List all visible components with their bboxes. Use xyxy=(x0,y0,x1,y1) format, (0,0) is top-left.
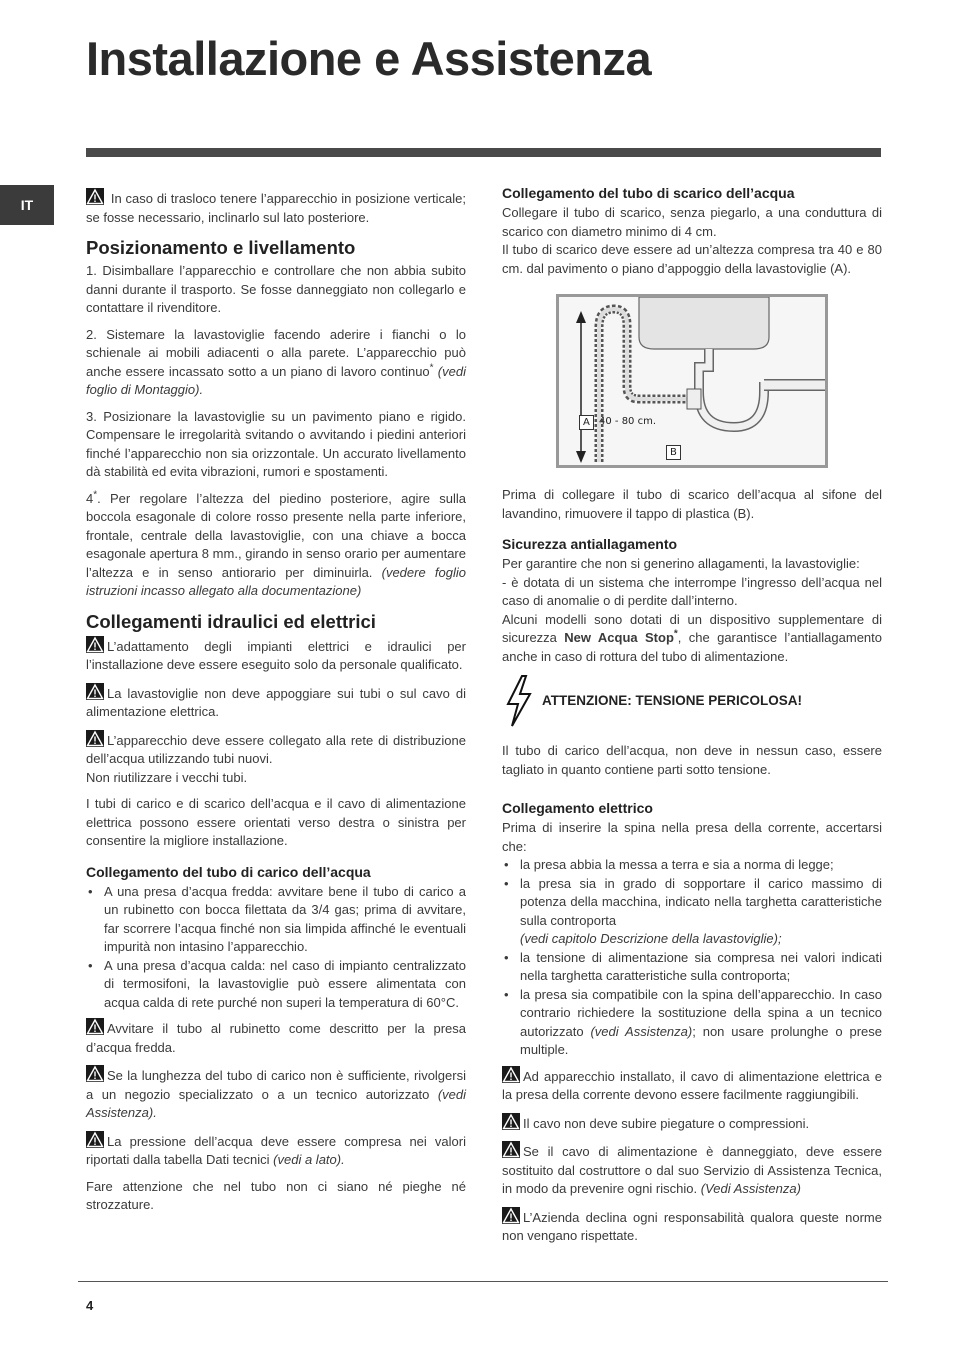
danger-title: ATTENZIONE: TENSIONE PERICOLOSA! xyxy=(542,692,803,708)
drain-p1: Collegare il tubo di scarico, senza piegarlo, a una conduttura di scarico con diametro minimo di 4 cm. xyxy=(502,205,882,239)
inlet-list xyxy=(86,883,466,1013)
drain-hose-diagram xyxy=(556,294,828,468)
electric-heading: Collegamento elettrico xyxy=(502,800,653,816)
page-number: 4 xyxy=(86,1298,94,1313)
warning-icon xyxy=(86,730,104,747)
connections-heading: Collegamenti idraulici ed elettrici xyxy=(86,610,376,632)
connections-orientation: I tubi di carico e di scarico dell’acqua e il cavo di alimentazione elettrica possono essere orientati verso destra o sinistra per consentire la migliore installazione. xyxy=(86,796,466,848)
flood-p2: - è dotata di un sistema che interrompe l’ingresso dell’acqua nel caso di anomalie o di perdite dall’interno. xyxy=(502,574,882,608)
warning-icon xyxy=(502,1113,520,1130)
inlet-heading: Collegamento del tubo di carico dell’acqua xyxy=(86,863,371,880)
warning-icon xyxy=(502,1141,520,1158)
connections-warning-2: La lavastoviglie non deve appoggiare sui tubi o sul cavo di alimentazione elettrica. xyxy=(86,683,466,722)
language-tab: IT xyxy=(0,185,54,225)
footer-rule xyxy=(78,1281,888,1282)
electric-intro: Prima di inserire la spina nella presa della corrente, accertarsi che: xyxy=(502,820,882,854)
voltage-danger-notice xyxy=(502,674,882,728)
danger-text: Il tubo di carico dell’acqua, non deve in nessun caso, essere tagliato in quanto contiene parti sotto tensione. xyxy=(502,743,882,777)
drain-heading: Collegamento del tubo di scarico dell’acqua xyxy=(502,185,795,201)
transport-warning: In caso di trasloco tenere l’apparecchio in posizione verticale; se fosse necessario, inclinarlo sul lato posteriore. xyxy=(86,188,466,227)
warning-icon xyxy=(86,636,104,653)
connections-warning-1: L’adattamento degli impianti elettrici e idraulici per l’installazione deve essere eseguito solo da personale qualificato. xyxy=(86,636,466,675)
connections-warning-3: L’apparecchio deve essere collegato alla rete di distribuzione dell’acqua utilizzando tubi nuovi. Non riutilizzare i vecchi tubi. xyxy=(86,730,466,788)
inlet-warning-2: Se la lunghezza del tubo di carico non è sufficiente, rivolgersi a un negozio specializzato o a un tecnico autorizzato (vedi Assistenza). xyxy=(86,1065,466,1123)
title-rule xyxy=(86,148,881,157)
inlet-warning-3: La pressione dell’acqua deve essere compresa nei valori riportati dalla tabella Dati tecnici (vedi a lato). xyxy=(86,1131,466,1170)
right-column xyxy=(502,184,882,1254)
electric-warning-3: Se il cavo di alimentazione è danneggiato, deve essere sostituito dal costruttore o dal suo Servizio di Assistenza Tecnica, in modo da prevenire ogni rischio. (Vedi Assistenza) xyxy=(502,1141,882,1199)
inlet-hot-item: • A una presa d’acqua calda: nel caso di impianto centralizzato di termosifoni, la lavastoviglie può essere alimentata con acqua calda di rete purché non superi la temperatura di 60°C. xyxy=(86,957,466,1013)
flood-heading: Sicurezza antiallagamento xyxy=(502,536,678,552)
electric-item-3: • la tensione di alimentazione sia compresa nei valori indicati nella targhetta caratteristiche sulla controporta; xyxy=(502,949,882,986)
drain-p2: Il tubo di scarico deve essere ad un’altezza compresa tra 40 e 80 cm. dal pavimento o piano d’appoggio della lavastoviglie (A). xyxy=(502,242,882,276)
positioning-step-2: 2. Sistemare la lavastoviglie facendo aderire i fianchi o lo schienale ai mobili adiacenti o alla parete. L’apparecchio può anche essere incassato sotto a un piano di lavoro continuo* (vedi foglio di Montaggio). xyxy=(86,326,466,397)
warning-icon xyxy=(86,188,104,205)
electric-item-2: • la presa sia in grado di sopportare il carico massimo di potenza della macchina, indicato nella targhetta caratteristiche sulla controporta (vedi capitolo Descrizione della lavastoviglie); xyxy=(502,875,882,949)
electric-warning-2: Il cavo non deve subire piegature o compressioni. xyxy=(502,1113,882,1134)
electric-list xyxy=(502,856,882,1060)
label-a: A xyxy=(579,415,594,430)
electric-item-4: • la presa sia compatibile con la spina dell’apparecchio. In caso contrario richiedere la sostituzione della spina a un tecnico autorizzato (vedi Assistenza); non usare prolunghe o prese multiple. xyxy=(502,986,882,1060)
warning-icon xyxy=(86,683,104,700)
inlet-note: Fare attenzione che nel tubo non ci siano né pieghe né strozzature. xyxy=(86,1178,466,1212)
label-b: B xyxy=(666,445,681,460)
warning-icon xyxy=(86,1065,104,1082)
positioning-step-4: 4*. Per regolare l’altezza del piedino posteriore, agire sulla boccola esagonale di colore rosso presente nella parte inferiore, frontale, centrale della lavastoviglie, con una chiave a bocca esagonale apertura 8 mm., girando in senso orario per aumentare l’altezza e in senso antiorario per diminuirla. (vedere foglio istruzioni incasso allegato alla documentazione) xyxy=(86,489,466,598)
positioning-heading: Posizionamento e livellamento xyxy=(86,237,356,258)
lightning-bolt-icon xyxy=(502,674,536,728)
electric-warning-4: L’Azienda declina ogni responsabilità qualora queste norme non vengano rispettate. xyxy=(502,1207,882,1246)
positioning-step-3: 3. Posizionare la lavastoviglie su un pavimento piano e rigido. Compensare le irregolarità svitando o avvitando i piedini anteriori finché l’apparecchio non sia orizzontale. Un accurato livellamento dà stabilità ed evita vibrazioni, rumori e spostamenti. xyxy=(86,408,466,479)
inlet-cold-item: • A una presa d’acqua fredda: avvitare bene il tubo di carico a un rubinetto con bocca filettata da 3/4 gas; prima di avvitare, far scorrere l’acqua finché non sia limpida affinché le eventuali impurità non intasino l’apparecchio. xyxy=(86,883,466,957)
warning-icon xyxy=(502,1066,520,1083)
warning-icon xyxy=(86,1131,104,1148)
flood-p1: Per garantire che non si generino allagamenti, la lavastoviglie: xyxy=(502,556,860,571)
electric-item-1: • la presa abbia la messa a terra e sia a norma di legge; xyxy=(502,856,882,875)
positioning-step-1: 1. Disimballare l’apparecchio e controllare che non abbia subito danni durante il trasporto. Se fosse danneggiato non collegarlo e contattare il rivenditore. xyxy=(86,263,466,315)
inlet-warning-1: Avvitare il tubo al rubinetto come descritto per la presa d’acqua fredda. xyxy=(86,1018,466,1057)
drain-p3: Prima di collegare il tubo di scarico dell’acqua al sifone del lavandino, rimuovere il tappo di plastica (B). xyxy=(502,487,882,521)
flood-p3: Alcuni modelli sono dotati di un dispositivo supplementare di sicurezza New Acqua Stop*, che garantisce l’antiallagamento anche in caso di rottura del tubo di alimentazione. xyxy=(502,611,882,664)
warning-icon xyxy=(86,1018,104,1035)
electric-warning-1: Ad apparecchio installato, il cavo di alimentazione elettrica e la presa della corrente devono essere facilmente raggiungibili. xyxy=(502,1066,882,1105)
left-column xyxy=(86,188,466,1223)
page-title: Installazione e Assistenza xyxy=(86,32,652,85)
warning-icon xyxy=(502,1207,520,1224)
height-range-label: 40 - 80 cm. xyxy=(599,416,657,427)
